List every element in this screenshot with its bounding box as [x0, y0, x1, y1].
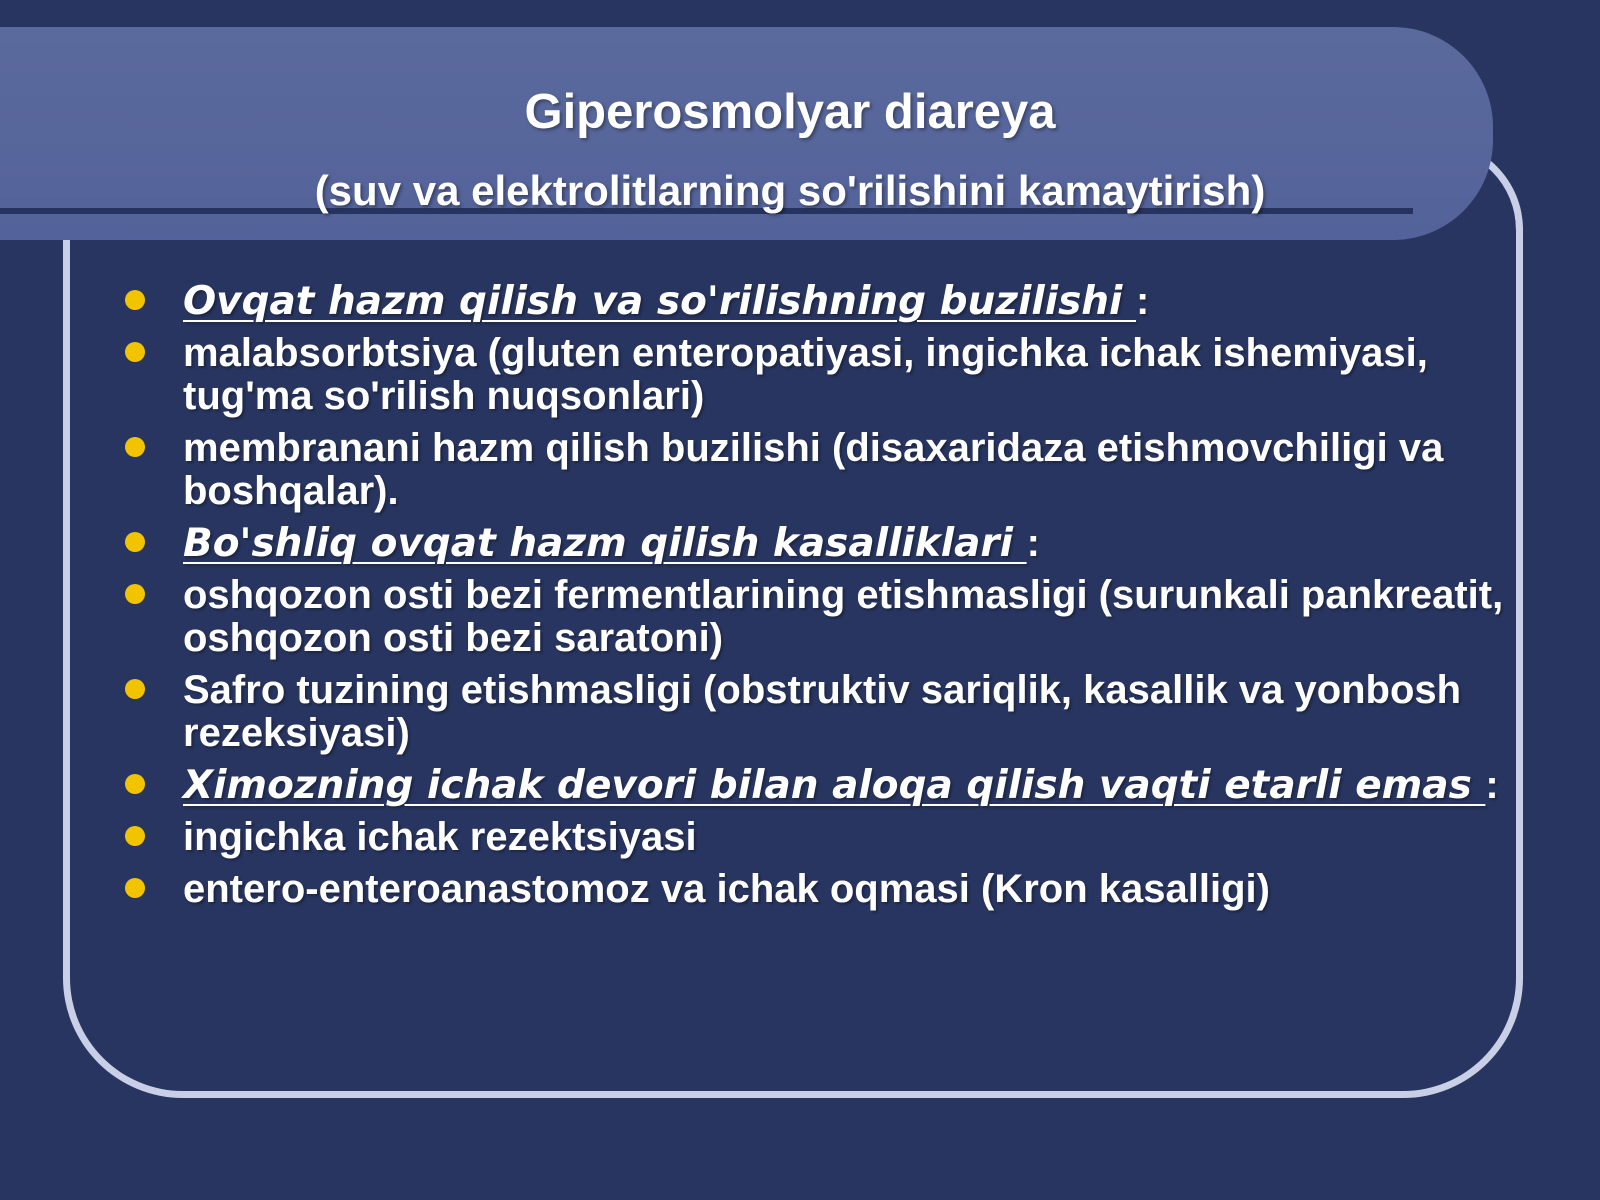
bullet-item	[120, 574, 1540, 660]
slide-title: Giperosmolyar diareya	[524, 85, 1056, 139]
bullet-dot-icon	[125, 878, 145, 898]
bullet-heading	[120, 764, 1540, 807]
bullet-item	[120, 816, 1540, 859]
bullet-heading-colon: :	[1026, 521, 1040, 565]
bullet-heading-colon: :	[1485, 763, 1499, 807]
bullet-heading-colon: :	[1136, 279, 1150, 323]
bullet-item-text: ingichka ichak rezektsiyasi	[183, 815, 697, 859]
bullet-item	[120, 868, 1540, 911]
bullet-item	[120, 332, 1540, 418]
bullet-dot-icon	[125, 342, 145, 362]
bullet-heading-text: Ovqat hazm qilish va so'rilishning buzilishi	[183, 279, 1136, 324]
bullet-heading	[120, 522, 1540, 565]
bullet-item-text: malabsorbtsiya (gluten enteropatiyasi, ingichka ichak ishemiyasi, tug'ma so'rilish nuqsonlari)	[183, 331, 1428, 418]
bullet-dot-icon	[125, 584, 145, 604]
bullet-dot-icon	[125, 826, 145, 846]
bullet-dot-icon	[125, 679, 145, 699]
bullet-item-text: oshqozon osti bezi fermentlarining etishmasligi (surunkali pankreatit, oshqozon osti bezi saratoni)	[183, 573, 1504, 660]
bullet-dot-icon	[125, 290, 145, 310]
bullet-item	[120, 669, 1540, 755]
slide-subtitle: (suv va elektrolitlarning so'rilishini kamaytirish)	[314, 167, 1266, 214]
bullet-item-text: Safro tuzining etishmasligi (obstruktiv sariqlik, kasallik va yonbosh rezeksiyasi)	[183, 668, 1462, 755]
bullet-dot-icon	[125, 774, 145, 794]
bullet-heading-text: Ximozning ichak devori bilan aloqa qilish vaqti etarli emas	[183, 763, 1486, 808]
bullet-item	[120, 427, 1540, 513]
bullet-list	[120, 280, 1540, 920]
bullet-item-text: entero-enteroanastomoz va ichak oqmasi (Kron kasalligi)	[183, 867, 1270, 911]
bullet-heading-text: Bo'shliq ovqat hazm qilish kasalliklari	[183, 521, 1027, 566]
bullet-dot-icon	[125, 532, 145, 552]
bullet-dot-icon	[125, 437, 145, 457]
bullet-heading	[120, 280, 1540, 323]
bullet-item-text: membranani hazm qilish buzilishi (disaxaridaza etishmovchiligi va boshqalar).	[183, 426, 1444, 513]
